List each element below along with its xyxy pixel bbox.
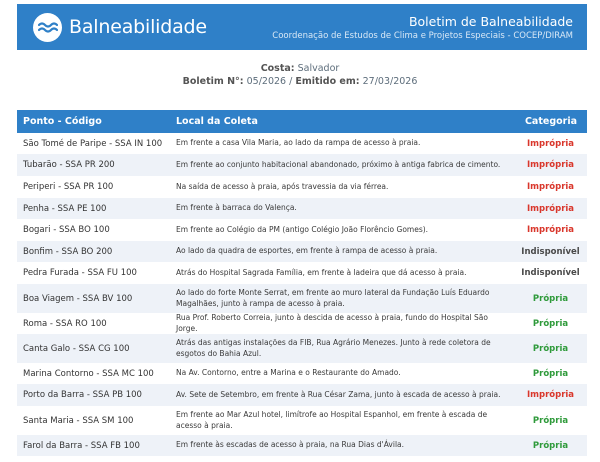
page-title: Boletim de Balneabilidade (408, 13, 573, 29)
table-row (17, 154, 587, 176)
row-local: Em frente ao Colégio da PM (antigo Colégio João Florêncio Gomes). (176, 224, 429, 234)
row-ponto: Bonfim - SSA BO 200 (17, 241, 170, 262)
emitido-label: Emitido em: (295, 75, 360, 87)
row-ponto: Farol da Barra - SSA FB 100 (17, 435, 170, 456)
brand-name: Balneabilidade (69, 16, 207, 38)
row-local: Na saída de acesso à praia, após travessia da via férrea. (176, 181, 389, 191)
header-ponto: Ponto - Código (17, 110, 170, 133)
costa-value: Salvador (297, 63, 340, 74)
table-row (17, 284, 587, 313)
site-header (17, 4, 587, 50)
table-body (17, 133, 587, 456)
row-ponto: Penha - SSA PE 100 (17, 198, 170, 219)
header-local: Local da Coleta (170, 110, 514, 133)
row-ponto: São Tomé de Paripe - SSA IN 100 (23, 138, 163, 149)
row-categoria: Imprópria (514, 198, 587, 219)
table-row (17, 313, 587, 334)
row-categoria: Própria (532, 368, 569, 379)
row-local: Atrás das antigas instalações da FIB, Rua Agrário Menezes. Junto à rede coletora de esgotos do Bahia Azul. (170, 334, 514, 363)
table-header-row (17, 110, 587, 133)
row-local: Rua Prof. Roberto Correia, junto à descida de acesso à praia, fundo do Hospital São Jorge. (176, 313, 488, 333)
table-row (17, 334, 587, 363)
boletim-label: Boletim N°: (182, 75, 244, 87)
table-row (17, 176, 587, 198)
row-ponto: Boa Viagem - SSA BV 100 (17, 284, 170, 313)
table-row (17, 363, 587, 384)
row-ponto: Canta Galo - SSA CG 100 (17, 334, 170, 363)
row-categoria: Imprópria (526, 225, 575, 235)
row-local: Ao lado da quadra de esportes, em frente à rampa de acesso à praia. (170, 241, 514, 262)
table-row (17, 262, 587, 284)
row-ponto: Santa Maria - SSA SM 100 (23, 415, 134, 426)
bulletin-meta (0, 63, 600, 88)
row-local: Na Av. Contorno, entre a Marina e o Restaurante do Amado. (176, 368, 401, 378)
table-row (17, 406, 587, 435)
row-ponto: Porto da Barra - SSA PB 100 (17, 384, 170, 406)
row-categoria: Própria (532, 318, 569, 329)
table-row (17, 384, 587, 406)
row-local: Em frente à barraca do Valença. (170, 198, 514, 219)
emitido-value: 27/03/2026 (362, 75, 418, 87)
row-local: Em frente ao Mar Azul hotel, limítrofe ao Hospital Espanhol, em frente à escada de acesso à praia. (176, 410, 488, 430)
row-categoria: Própria (532, 415, 569, 426)
row-categoria: Própria (514, 435, 587, 456)
row-ponto: Periperi - SSA PR 100 (23, 182, 114, 192)
table-row (17, 241, 587, 262)
row-local: Em frente às escadas de acesso à praia, na Rua Dias d'Ávila. (170, 435, 514, 456)
meta-separator: / (289, 75, 293, 87)
row-local: Av. Sete de Setembro, em frente à Rua César Zama, junto à escada de acesso à praia. (170, 384, 514, 406)
table-row (17, 133, 587, 154)
row-ponto: Tubarão - SSA PR 200 (17, 154, 170, 176)
row-categoria: Indisponível (514, 241, 587, 262)
row-categoria: Imprópria (526, 138, 575, 149)
page-subtitle: Coordenação de Estudos de Clima e Projetos Especiais - COCEP/DIRAM (272, 30, 573, 41)
header-categoria: Categoria (514, 110, 587, 133)
row-categoria: Imprópria (526, 182, 575, 192)
waves-logo-icon (33, 13, 62, 42)
row-ponto: Pedra Furada - SSA FU 100 (23, 268, 137, 278)
row-local: Atrás do Hospital Sagrada Família, em frente à ladeira que dá acesso à praia. (176, 267, 467, 277)
boletim-value: 05/2026 (246, 75, 287, 87)
row-ponto: Roma - SSA RO 100 (23, 318, 107, 329)
row-categoria: Própria (514, 334, 587, 363)
costa-label: Costa: (260, 63, 295, 74)
table-row (17, 219, 587, 241)
row-categoria: Imprópria (514, 384, 587, 406)
header-titles (272, 14, 573, 41)
row-ponto: Bogari - SSA BO 100 (23, 225, 110, 235)
table-row (17, 435, 587, 456)
row-local: Em frente ao conjunto habitacional abandonado, próximo à antiga fabrica de cimento. (170, 154, 514, 176)
costa-line (0, 63, 600, 76)
row-categoria: Própria (514, 284, 587, 313)
row-local: Em frente a casa Vila Maria, ao lado da rampa de acesso à praia. (176, 138, 421, 148)
brand[interactable] (33, 13, 207, 42)
row-categoria: Imprópria (514, 154, 587, 176)
row-categoria: Indisponível (521, 268, 580, 278)
boletim-line (0, 76, 600, 89)
table-row (17, 198, 587, 219)
row-local: Ao lado do forte Monte Serrat, em frente ao muro lateral da Fundação Luís Eduardo Magalhães, junto à rampa de acesso à praia. (170, 284, 514, 313)
row-ponto: Marina Contorno - SSA MC 100 (23, 368, 154, 379)
balneabilidade-table (17, 110, 587, 456)
